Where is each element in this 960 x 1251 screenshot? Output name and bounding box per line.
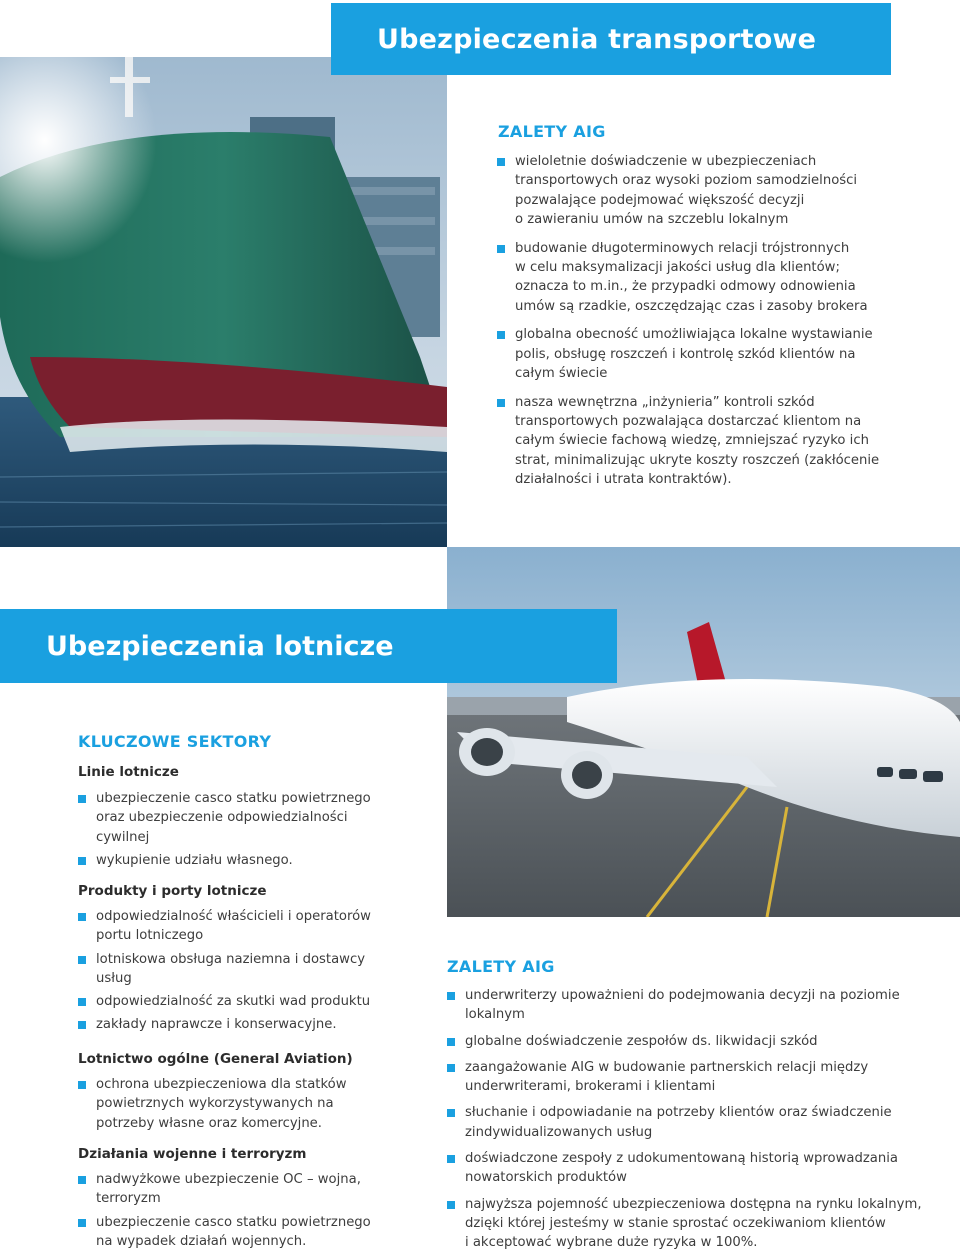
bullet-square-icon: [78, 795, 86, 803]
bullet-square-icon: [78, 998, 86, 1006]
bullet-square-icon: [78, 913, 86, 921]
list-item-line: underwriterami, brokerami i klientami: [465, 1079, 716, 1095]
sector-group-list: [78, 1075, 418, 1133]
list-item-line: odpowiedzialność właścicieli i operatorów: [96, 909, 371, 924]
list-item-line: ubezpieczenie casco statku powietrznego: [96, 791, 371, 806]
list-item-line: lokalnym: [465, 1007, 525, 1023]
list-item: [78, 950, 418, 989]
sector-group-list: [78, 1170, 418, 1251]
list-item-line: umów są rzadkie, oszczędzając czas i zasoby brokera: [515, 298, 868, 314]
list-item-line: w celu maksymalizacji jakości usług dla klientów;: [515, 259, 840, 275]
list-item-line: o zawieraniu umów na szczeblu lokalnym: [515, 211, 789, 227]
list-item-line: na wypadek działań wojennych.: [96, 1233, 307, 1249]
sector-group-heading: Produkty i porty lotnicze: [78, 883, 267, 899]
list-item-line: wieloletnie doświadczenie w ubezpieczeniach: [515, 154, 817, 169]
list-item: [497, 325, 937, 383]
list-item: [447, 1195, 952, 1251]
list-item-line: portu lotniczego: [96, 928, 204, 944]
bullet-square-icon: [78, 1021, 86, 1029]
bullet-square-icon: [447, 1109, 455, 1117]
list-item: [78, 1015, 418, 1034]
bullet-square-icon: [497, 399, 505, 407]
list-item-line: oznacza to m.in., że przypadki odmowy odnowienia: [515, 279, 856, 295]
list-item-line: lotniskowa obsługa naziemna i dostawcy: [96, 951, 366, 967]
list-item-line: zakłady naprawcze i konserwacyjne.: [96, 1017, 337, 1033]
bullet-square-icon: [447, 1201, 455, 1209]
list-item-line: budowanie długoterminowych relacji trójstronnych: [515, 240, 850, 256]
list-item-line: cywilnej: [96, 829, 150, 845]
list-item: [497, 152, 937, 229]
list-item-line: doświadczone zespoły z udokumentowaną historią wprowadzania: [465, 1151, 898, 1167]
list-item-line: słuchanie i odpowiadanie na potrzeby klientów oraz świadczenie: [465, 1105, 892, 1121]
list-item-line: wykupienie udziału własnego.: [96, 852, 293, 868]
bullet-square-icon: [497, 331, 505, 339]
list-item-line: strat, minimalizując ukryte koszty roszczeń (zakłócenie: [515, 452, 880, 468]
bullet-square-icon: [78, 857, 86, 865]
bullet-square-icon: [78, 1081, 86, 1089]
list-item-line: transportowych oraz wysoki poziom samodzielności: [515, 173, 858, 189]
list-item: [447, 1149, 952, 1188]
transport-advantages-list: [497, 152, 937, 489]
list-item-line: nadwyżkowe ubezpieczenie OC – wojna,: [96, 1172, 361, 1187]
list-item-line: oraz ubezpieczenie odpowiedzialności: [96, 810, 348, 826]
list-item-line: zindywidualizowanych usług: [465, 1124, 653, 1140]
bullet-square-icon: [447, 1038, 455, 1046]
sector-group-heading: Linie lotnicze: [78, 764, 179, 780]
list-item-line: dzięki której jesteśmy w stanie sprostać oczekiwaniom klientów: [465, 1215, 886, 1231]
list-item-line: najwyższa pojemność ubezpieczeniowa dostępna na rynku lokalnym,: [465, 1196, 922, 1212]
list-item: [78, 851, 418, 870]
aviation-title: Ubezpieczenia lotnicze: [0, 609, 617, 683]
bullet-square-icon: [497, 245, 505, 253]
list-item: [447, 986, 952, 1025]
list-item: [497, 393, 937, 489]
bullet-square-icon: [78, 1176, 86, 1184]
aviation-advantages-heading: ZALETY AIG: [447, 957, 555, 976]
transport-advantages-heading: ZALETY AIG: [498, 122, 606, 141]
key-sectors-heading: KLUCZOWE SEKTORY: [78, 732, 272, 751]
bullet-square-icon: [497, 158, 505, 166]
list-item-line: transportowych pozwalająca dostarczać klientom na: [515, 414, 862, 430]
list-item: [78, 789, 418, 847]
list-item-line: nasza wewnętrzna „inżynieria” kontroli szkód: [515, 394, 815, 410]
list-item: [447, 1103, 952, 1142]
list-item-line: terroryzm: [96, 1191, 161, 1207]
list-item: [78, 1213, 418, 1251]
list-item: [78, 907, 418, 946]
transport-title: Ubezpieczenia transportowe: [331, 3, 891, 75]
bullet-square-icon: [78, 1219, 86, 1227]
airplane-photo: [447, 547, 960, 917]
list-item-line: polis, obsługę roszczeń i kontrolę szkód klientów na: [515, 346, 856, 362]
list-item: [78, 1075, 418, 1133]
sector-group-heading: Działania wojenne i terroryzm: [78, 1146, 307, 1162]
list-item-line: odpowiedzialność za skutki wad produktu: [96, 994, 371, 1010]
list-item-line: działalności i utrata kontraktów).: [515, 471, 732, 487]
aviation-advantages-list: [447, 986, 952, 1251]
sector-group-list: [78, 907, 418, 1035]
list-item: [447, 1058, 952, 1097]
bullet-square-icon: [78, 956, 86, 964]
list-item-line: globalna obecność umożliwiająca lokalne wystawianie: [515, 327, 873, 343]
cargo-ship-photo: [0, 57, 447, 547]
list-item-line: powietrznych wykorzystywanych na: [96, 1096, 334, 1112]
list-item: [447, 1032, 952, 1051]
list-item-line: ochrona ubezpieczeniowa dla statków: [96, 1077, 347, 1092]
list-item: [78, 1170, 418, 1209]
bullet-square-icon: [447, 1064, 455, 1072]
sector-group-list: [78, 789, 418, 870]
bullet-square-icon: [447, 1155, 455, 1163]
list-item-line: zaangażowanie AIG w budowanie partnerskich relacji między: [465, 1059, 869, 1075]
list-item-line: usług: [96, 970, 132, 986]
list-item: [78, 992, 418, 1011]
bullet-square-icon: [447, 992, 455, 1000]
list-item-line: ubezpieczenie casco statku powietrznego: [96, 1214, 371, 1230]
list-item-line: pozwalające podejmować większość decyzji: [515, 192, 805, 208]
list-item-line: całym świecie: [515, 365, 608, 381]
list-item-line: potrzeby własne oraz komercyjne.: [96, 1115, 322, 1131]
list-item-line: underwriterzy upoważnieni do podejmowania decyzji na poziomie: [465, 988, 900, 1003]
list-item-line: nowatorskich produktów: [465, 1170, 627, 1186]
list-item-line: całym świecie fachową wiedzę, zmniejszać ryzyko ich: [515, 433, 869, 449]
sector-group-heading: Lotnictwo ogólne (General Aviation): [78, 1051, 353, 1067]
list-item-line: i akceptować wybrane duże ryzyka w 100%.: [465, 1235, 758, 1251]
list-item: [497, 239, 937, 316]
list-item-line: globalne doświadczenie zespołów ds. likwidacji szkód: [465, 1033, 818, 1049]
